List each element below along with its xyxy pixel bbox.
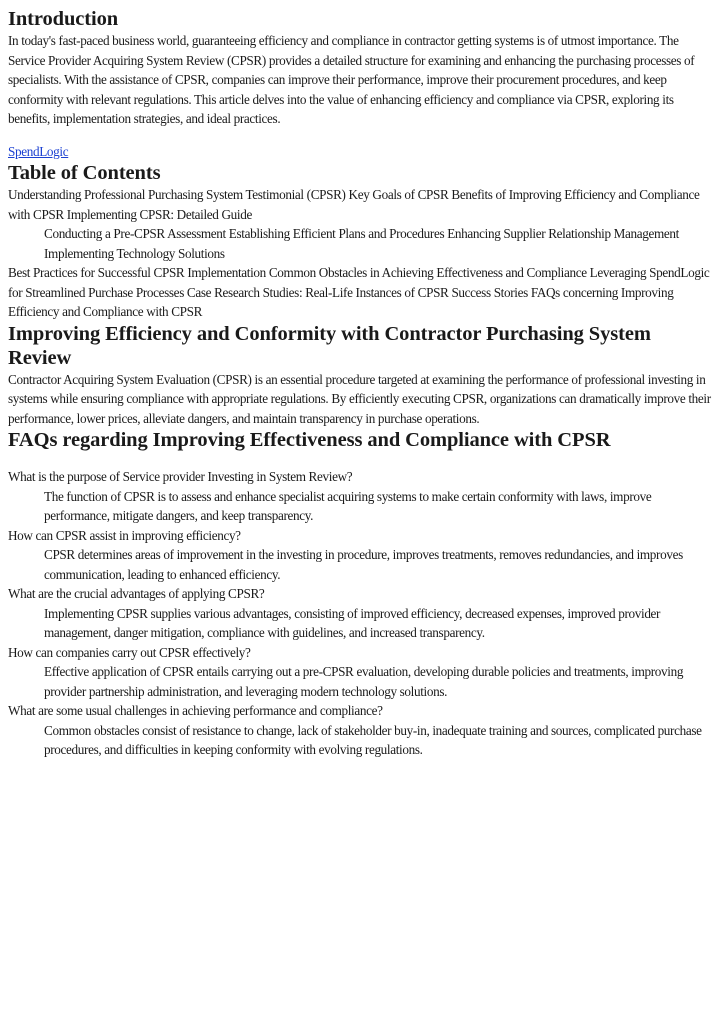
faq-answer: Implementing CPSR supplies various advantages, consisting of improved efficiency, decreased expenses, improved provider management, danger mitigation, compliance with guidelines, and increased transparency.: [44, 605, 661, 640]
toc-paragraph-2: Best Practices for Successful CPSR Implementation Common Obstacles in Achieving Effectiveness and Compliance Leveraging SpendLogic for Streamlined Purchase Processes Case Research Studies: Real-Life Instances of CPSR Success Stories FAQs concerning Improving Efficiency and Compliance with CPSR: [8, 265, 710, 319]
faq-answer: The function of CPSR is to assess and enhance specialist acquiring systems to make certain conformity with laws, improve performance, mitigate dangers, and keep transparency.: [44, 488, 652, 523]
faq-answer: CPSR determines areas of improvement in the investing in procedure, improves treatments, removes redundancies, and improves communication, leading to enhanced efficiency.: [44, 547, 683, 582]
main-paragraph: Contractor Acquiring System Evaluation (CPSR) is an essential procedure targeted at examining the performance of professional investing in systems while ensuring compliance with appropriate regulations. By efficiently executing CPSR, organizations can dramatically improve their performance, lower prices, alleviate dangers, and maintain transparency in purchase operations.: [8, 371, 711, 426]
toc-sub-paragraph: Conducting a Pre-CPSR Assessment Establishing Efficient Plans and Procedures Enhancing Supplier Relationship Management Implementing Technology Solutions: [44, 226, 679, 261]
spendlogic-link[interactable]: SpendLogic: [8, 143, 69, 159]
intro-paragraph: In today's fast-paced business world, guaranteeing efficiency and compliance in contractor getting systems is of utmost importance. The Service Provider Acquiring System Review (CPSR) provides a detailed structure for examining and enhancing the purchasing processes of specialists. With the assistance of CPSR, companies can improve their performance, improve their procurement procedures, and keep conformity with relevant regulations. This article delves into the value of enhancing efficiency and compliance via CPSR, exploring its benefits, implementation strategies, and ideal practices.: [8, 33, 695, 126]
intro-heading: Introduction: [8, 8, 119, 30]
faq-question: What are the crucial advantages of applying CPSR?: [8, 586, 265, 601]
toc-heading: Table of Contents: [8, 162, 161, 184]
faq-question: What is the purpose of Service provider Investing in System Review?: [8, 469, 353, 484]
faq-heading: FAQs regarding Improving Effectiveness and Compliance with CPSR: [8, 429, 611, 451]
faq-question: How can CPSR assist in improving efficiency?: [8, 527, 241, 543]
faq-answer: Common obstacles consist of resistance to change, lack of stakeholder buy-in, inadequate training and sources, complicated purchase procedures, and difficulties in keeping conformity with evolving regulations.: [44, 722, 702, 757]
toc-paragraph-1: Understanding Professional Purchasing System Testimonial (CPSR) Key Goals of CPSR Benefits of Improving Efficiency and Compliance with CPSR Implementing CPSR: Detailed Guide: [8, 187, 700, 222]
faq-answer: Effective application of CPSR entails carrying out a pre-CPSR evaluation, developing durable policies and treatments, improving provider partnership administration, and leveraging modern technology solutions.: [44, 664, 684, 699]
main-heading: Improving Efficiency and Conformity with Contractor Purchasing System Review: [8, 322, 651, 369]
faq-question: What are some usual challenges in achieving performance and compliance?: [8, 703, 383, 718]
faq-question: How can companies carry out CPSR effectively?: [8, 644, 251, 660]
